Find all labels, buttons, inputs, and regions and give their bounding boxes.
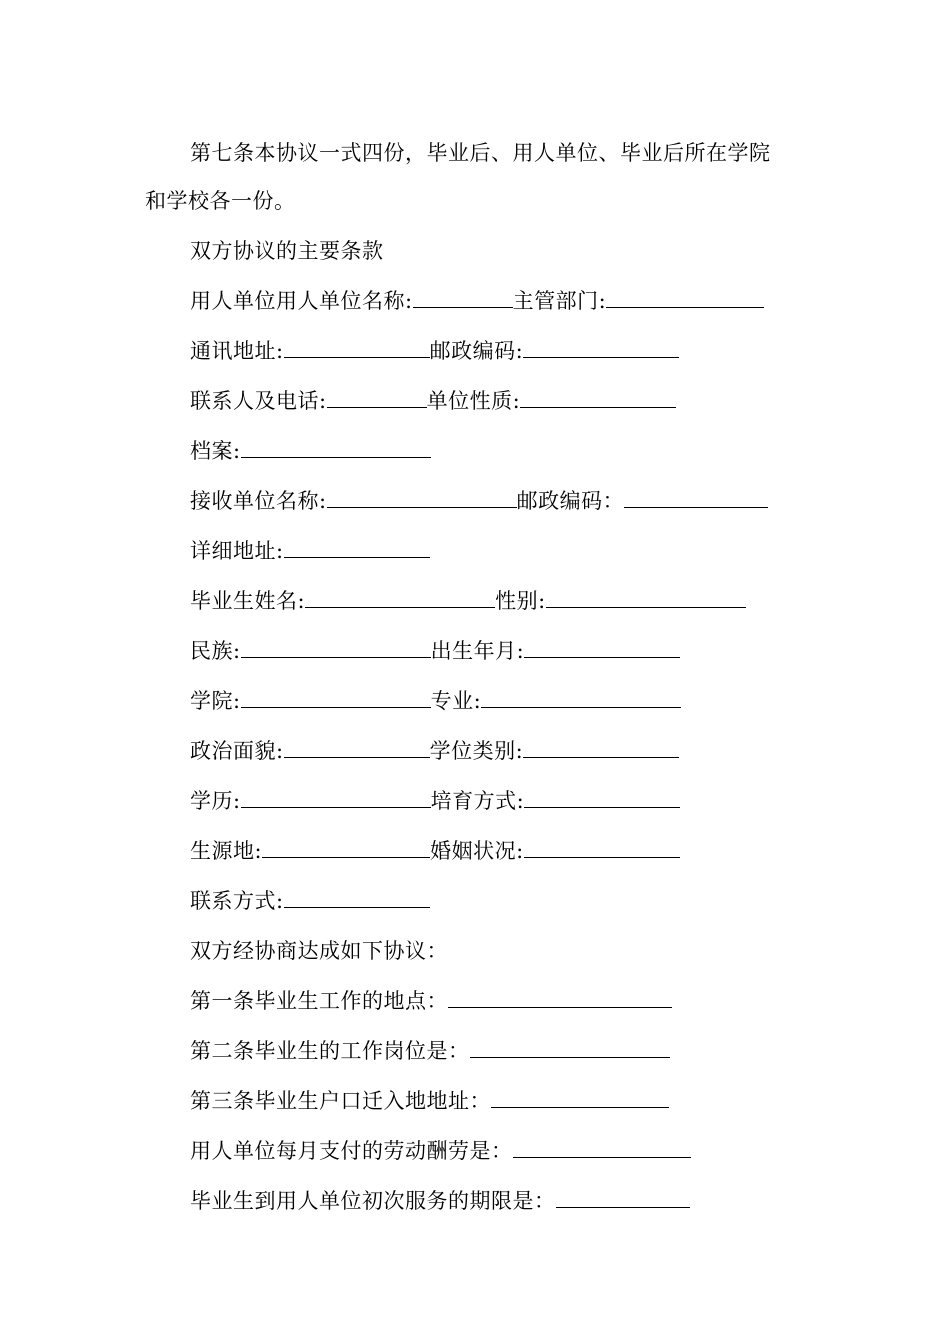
receiver-postcode-field[interactable] <box>624 488 768 508</box>
graduate-contact-label: 联系方式: <box>190 889 284 913</box>
graduate-name-field[interactable] <box>305 588 495 608</box>
birth-field[interactable] <box>524 638 680 658</box>
row-graduate-name <box>190 586 746 616</box>
gender-label: 性别: <box>495 589 546 613</box>
contact-field[interactable] <box>327 388 427 408</box>
graduate-name-label: 毕业生姓名: <box>190 589 306 613</box>
politics-field[interactable] <box>284 738 430 758</box>
clause-2-label: 第二条毕业生的工作岗位是： <box>190 1039 470 1063</box>
row-detail-address <box>190 536 430 566</box>
birth-label: 出生年月: <box>430 639 525 663</box>
degree-field[interactable] <box>523 738 679 758</box>
receiver-postcode-label: 邮政编码： <box>516 489 625 513</box>
clause-1 <box>190 986 672 1016</box>
degree-label: 学位类别: <box>429 739 524 763</box>
ethnicity-field[interactable] <box>241 638 431 658</box>
archive-field[interactable] <box>241 438 431 458</box>
section-title <box>190 236 384 266</box>
row-college <box>190 686 681 716</box>
clause-3-field[interactable] <box>491 1088 669 1108</box>
agreement-intro-text: 双方经协商达成如下协议： <box>190 939 448 963</box>
archive-label: 档案: <box>190 439 241 463</box>
clause-5 <box>190 1186 690 1216</box>
clause-1-label: 第一条毕业生工作的地点： <box>190 989 448 1013</box>
row-education <box>190 786 680 816</box>
row-graduate-contact <box>190 886 430 916</box>
detail-address-label: 详细地址: <box>190 539 284 563</box>
detail-address-field[interactable] <box>284 538 430 558</box>
row-origin <box>190 836 680 866</box>
education-label: 学历: <box>190 789 241 813</box>
dept-field[interactable] <box>606 288 764 308</box>
article-7-text-1: 第七条本协议一式四份，毕业后、用人单位、毕业后所在学院 <box>190 141 771 165</box>
clause-2-field[interactable] <box>470 1038 670 1058</box>
row-contact <box>190 386 676 416</box>
clause-5-label: 毕业生到用人单位初次服务的期限是： <box>190 1189 556 1213</box>
article-7-text-2: 和学校各一份。 <box>145 189 296 213</box>
article-7-line-1 <box>190 138 771 168</box>
article-7-line-2 <box>145 186 296 216</box>
contact-label: 联系人及电话: <box>190 389 327 413</box>
major-label: 专业: <box>430 689 482 713</box>
row-archive <box>190 436 431 466</box>
row-employer-name <box>190 286 764 316</box>
clause-3-label: 第三条毕业生户口迁入地地址： <box>190 1089 491 1113</box>
clause-4-field[interactable] <box>513 1138 691 1158</box>
marital-label: 婚姻状况: <box>430 839 524 863</box>
address-label: 通讯地址: <box>190 339 284 363</box>
gender-field[interactable] <box>546 588 746 608</box>
origin-field[interactable] <box>262 838 430 858</box>
clause-5-field[interactable] <box>556 1188 690 1208</box>
nature-label: 单位性质: <box>426 389 521 413</box>
marital-field[interactable] <box>524 838 680 858</box>
clause-4 <box>190 1136 691 1166</box>
agreement-intro <box>190 936 448 966</box>
row-ethnicity <box>190 636 680 666</box>
row-politics <box>190 736 679 766</box>
address-field[interactable] <box>284 338 430 358</box>
employer-name-label: 用人单位用人单位名称: <box>190 289 413 313</box>
employer-name-field[interactable] <box>413 288 513 308</box>
postcode-field[interactable] <box>523 338 679 358</box>
receiver-field[interactable] <box>327 488 517 508</box>
politics-label: 政治面貌: <box>190 739 284 763</box>
training-field[interactable] <box>524 788 680 808</box>
origin-label: 生源地: <box>190 839 263 863</box>
dept-label: 主管部门: <box>512 289 607 313</box>
graduate-contact-field[interactable] <box>284 888 430 908</box>
section-title-text: 双方协议的主要条款 <box>190 239 384 263</box>
college-label: 学院: <box>190 689 241 713</box>
nature-field[interactable] <box>520 388 676 408</box>
training-label: 培育方式: <box>430 789 525 813</box>
clause-2 <box>190 1036 670 1066</box>
major-field[interactable] <box>481 688 681 708</box>
education-field[interactable] <box>241 788 431 808</box>
postcode-label: 邮政编码: <box>429 339 524 363</box>
receiver-label: 接收单位名称: <box>190 489 327 513</box>
clause-3 <box>190 1086 669 1116</box>
row-receiver <box>190 486 768 516</box>
clause-1-field[interactable] <box>448 988 672 1008</box>
clause-4-label: 用人单位每月支付的劳动酬劳是： <box>190 1139 513 1163</box>
ethnicity-label: 民族: <box>190 639 241 663</box>
college-field[interactable] <box>241 688 431 708</box>
row-address <box>190 336 679 366</box>
